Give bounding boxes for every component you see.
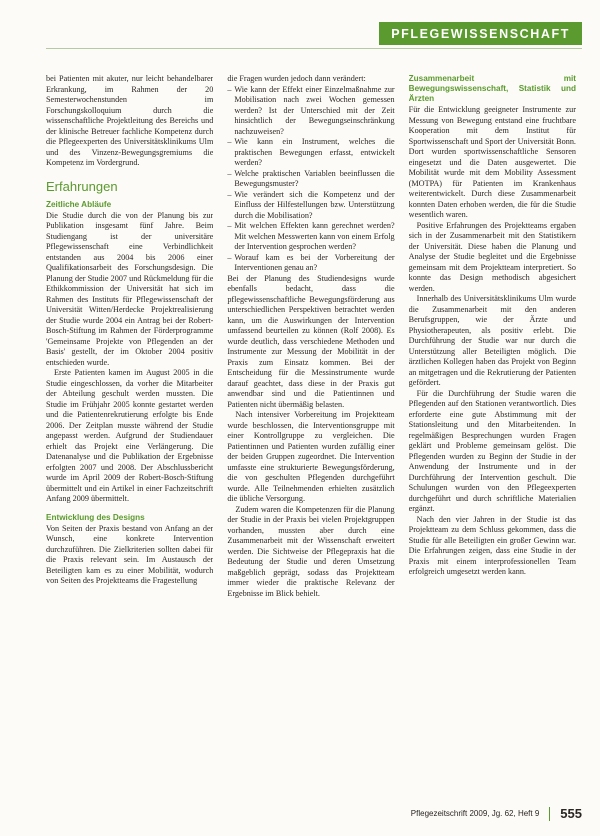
- page-number: 555: [560, 806, 582, 821]
- list-item: – Mit welchen Effekten kann gerechnet werden? Mit welchen Messwerten kann von einem Erfolg der Intervention gesprochen werden?: [234, 221, 394, 253]
- page-header: [0, 0, 600, 58]
- paragraph: Die Studie durch die von der Planung bis zur Publikation insgesamt fünf Jahre. Beim Studiengang ist der universitäre Pflegewissenschaft eine Verbindlichkeit entstanden aus 2004 bis 2006 einer Qualifikationsarbeit des Forschungsdesign. Die Planung der Studie 2007 und Rückmeldung für die Ethikkommission der Universität hat sich im Rahmen des Instituts für Pflegewissenschaft der Universität Witten/Herdecke Projektrealisierung der Studie wurde 2004 ein Antrag bei der Robert-Bosch-Stiftung im Rahmen der Förderprogramme 'Gemeinsame Projekte von Pflegenden an der Basis' gestellt, der im Oktober 2004 positiv entschieden wurde.: [46, 210, 214, 367]
- footer-divider: [549, 807, 550, 821]
- paragraph: bei Patienten mit akuter, nur leicht behandelbarer Erkrankung, im Rahmen der 20 Semesterwochenstunden im Forschungskolloquium durch die wissenschaftliche Projektleitung des Bereichs und der klinische Betreuer fachliche Kompetenz durch die Pflegeexperten des Universitätsklinikums Ulm und des Vinzenz-Bewegungsgremiums die Kompetenz im Vordergrund.: [46, 74, 214, 167]
- list-item: – Welche praktischen Variablen beeinflussen die Bewegungsmuster?: [234, 169, 394, 190]
- column-3: [409, 74, 576, 780]
- subsection-heading: Zusammenarbeit mit Bewegungswissenschaft, Statistik und Ärzten: [408, 74, 576, 103]
- paragraph: Erste Patienten kamen im August 2005 in die Studie eingeschlossen, da vorher die Mitarbeiter der Abteilung geschult werden mussten. Die Studie im Frühjahr 2005 konnte gestartet werden und die Patientenrekrutierung erfolgte bis Ende 2006. Der Zeitplan musste während der Studie angepasst werden. Aufgrund der Studiendauer erhielt das Projekt eine Verlängerung. Die Datenanalyse und die Publikation der Ergebnisse erfolgten 2007 und 2008. Der Abschlussbericht wurde im April 2009 der Robert-Bosch-Stiftung übermittelt und ein Artikel in einer Fachzeitschrift Anfang 2009 übermittelt.: [46, 368, 214, 503]
- paragraph: Zudem waren die Kompetenzen für die Planung der Studie in der Praxis bei vielen Projektgruppen vorhanden, mussten aber durch eine Zusammenarbeit mit der Wissenschaft erweitert werden. Die Sichtweise der Pflegepraxis hat die Bedeutung der Studie und deren Umsetzung maßgeblich geprägt, sodass das Projektteam immer wieder die praktische Relevanz der Ergebnisse im Blick behielt.: [227, 504, 395, 598]
- section-title-badge: PFLEGEWISSENSCHAFT: [379, 22, 582, 45]
- column-2: [227, 74, 394, 780]
- subsection-heading: Entwicklung des Designs: [46, 512, 145, 522]
- page-footer: [411, 806, 582, 821]
- paragraph: Für die Entwicklung geeigneter Instrumente zur Messung von Bewegung entstand eine fruchtbare Kooperation mit dem Institut für Sportwissenschaft und Sport der Universität Bonn. Dort wurden sportwissenschaftliche Sensoren eingesetzt und die Daten ausgewertet. Die Mobilität wurde mit dem Mobility Assessment (MOTPA) für Patienten im Krankenhaus weiterentwickelt. Durch diese Zusammenarbeit konnten Daten erhoben werden, die für die Studie wesentlich waren.: [408, 105, 576, 219]
- subsection-heading: Zeitliche Abläufe: [46, 199, 112, 209]
- journal-citation: Pflegezeitschrift 2009, Jg. 62, Heft 9: [410, 809, 540, 818]
- paragraph: Innerhalb des Universitätsklinikums Ulm wurde die Zusammenarbeit mit den anderen Berufsgruppen, wie der Ärzte und Physiotherapeuten, als positiv erlebt. Die Durchführung der Studie war nur durch die Unterstützung aller Beteiligten möglich. Die ärztlichen Kollegen haben das Projekt von Beginn an mitgetragen und die Rekrutierung der Patienten gefördert.: [408, 294, 576, 387]
- paragraph: Bei der Planung des Studiendesigns wurde ebenfalls bedacht, dass die pflegewissenschaftliche Bewegungsförderung aus unterschiedlichen Perspektiven betrachtet werden kann, um die Auswirkungen der Intervention umfassend beurteilen zu können (Rolf 2008). Es wurde deutlich, dass verschiedene Methoden und Instrumente zur Messung der Mobilität in der Praxis zum Einsatz kommen. Bei der Entscheidung für die Messinstrumente wurde darauf geachtet, dass diese in der Praxis gut anwendbar sind und die Patientinnen und Patienten nicht übermäßig belasten.: [227, 273, 395, 409]
- column-1: [46, 74, 213, 780]
- paragraph: Nach intensiver Vorbereitung im Projektteam wurde beschlossen, die Interventionsgruppe mit einer Kontrollgruppe zu vergleichen. Die Patientinnen und Patienten wurden zufällig einer der beiden Gruppen zugeordnet. Die Intervention umfasste eine strukturierte Bewegungsförderung, die von geschulten Pflegenden durchgeführt wurde. Alle Teilnehmenden erhielten zusätzlich die übliche Versorgung.: [227, 410, 395, 503]
- paragraph: Positive Erfahrungen des Projektteams ergaben sich in der Zusammenarbeit mit den Statistikern der Universität. Diese haben die Planung und Analyse der Studie begleitet und die Ergebnisse gemeinsam mit dem Projektteam interpretiert. So konnte das Design methodisch abgesichert werden.: [408, 220, 576, 293]
- section-heading: Erfahrungen: [46, 178, 118, 194]
- paragraph: die Fragen wurden jedoch dann verändert:: [227, 74, 366, 83]
- list-item: – Wie verändert sich die Kompetenz und der Einfluss der Hilfestellungen bzw. Unterstützung durch die Mobilisation?: [234, 190, 394, 222]
- paragraph: Nach den vier Jahren in der Studie ist das Projektteam zu dem Schluss gekommen, dass die Studie für alle Beteiligten ein großer Gewinn war. Die Erfahrungen zeigen, dass eine Studie in der Praxis mit einem interprofessionellen Team erfolgreich umgesetzt werden kann.: [408, 514, 576, 576]
- article-body: [46, 74, 576, 780]
- list-item: – Wie kann ein Instrument, welches die praktischen Bewegungen erfasst, entwickelt werden?: [234, 137, 394, 169]
- question-list: [227, 85, 394, 274]
- paragraph: Für die Durchführung der Studie waren die Pflegenden auf den Stationen verantwortlich. Dies erforderte eine gute Abstimmung mit der Stationsleitung und den Mitarbeitenden. In regelmäßigen Besprechungen wurden Fragen geklärt und Probleme gemeinsam gelöst. Die Pflegenden wurden zu Beginn der Studie in der Anwendung der Instrumente und in der Durchführung der Intervention geschult. Die Schulungen wurden von den Pflegeexperten durchgeführt und durch schriftliche Materialien ergänzt.: [408, 388, 576, 513]
- header-rule: [46, 48, 582, 49]
- list-item: – Wie kann der Effekt einer Einzelmaßnahme zur Mobilisation nach zwei Wochen gemessen werden? Ist der Unterschied mit der Zeit hinsichtlich der Bewegungseinschränkung nachzuweisen?: [234, 85, 394, 138]
- paragraph: Von Seiten der Praxis bestand von Anfang an der Wunsch, eine konkrete Intervention durchzuführen. Die Zielkriterien sollten dabei für die Praxis relevant sein. Im Austausch der Beteiligten kam es zu einer Mobilität, wodurch von Seiten des Projektteams die Fragestellung: [46, 523, 214, 585]
- list-item: – Worauf kam es bei der Vorbereitung der Interventionen genau an?: [234, 253, 394, 274]
